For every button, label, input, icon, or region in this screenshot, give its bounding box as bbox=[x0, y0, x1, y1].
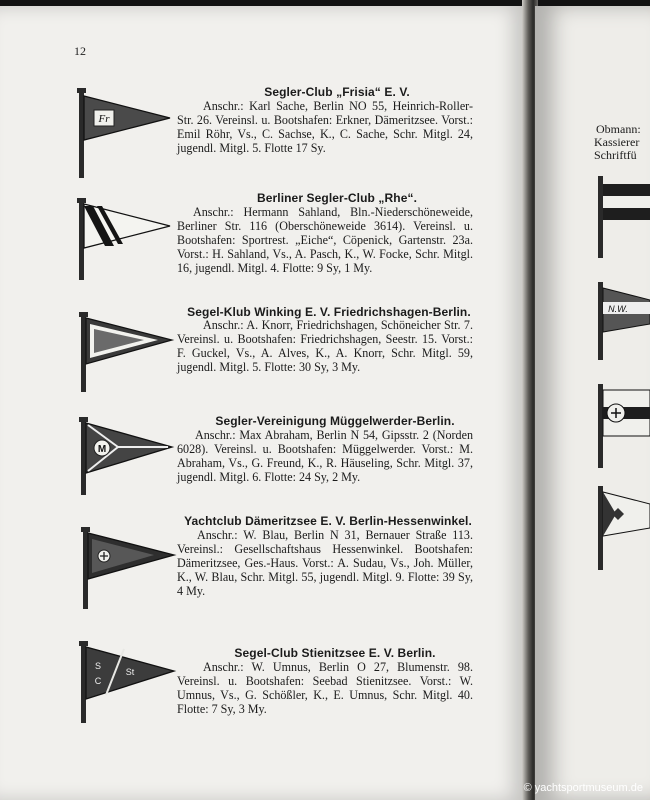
club-title: Segler-Club „Frisia“ E. V. bbox=[264, 85, 410, 99]
club-details: Anschr.: Karl Sache, Berlin NO 55, Heinrich-Roller-Str. 26. Vereinsl. u. Bootshafen: Erkner, Dämeritzsee. Vorst.: Emil Röhr, Vs., C. Sachse, K., C. Sache, Schr. Mitgl. 24, jugendl. Mitgl. 5. Flotte 17 Sy. bbox=[177, 98, 473, 155]
pennant-letter: St bbox=[125, 667, 135, 677]
right-page-pennant bbox=[596, 384, 650, 470]
right-page-pennant bbox=[596, 282, 650, 362]
club-pennant-rhe bbox=[76, 198, 174, 282]
club-title: Segler-Vereinigung Müggelwerder-Berlin. bbox=[215, 414, 455, 428]
right-page-pennant bbox=[596, 486, 650, 572]
right-page-pennant bbox=[596, 176, 650, 260]
club-pennant-stienitzsee bbox=[78, 641, 178, 725]
club-entry bbox=[177, 514, 473, 599]
club-title: Segel-Klub Winking E. V. Friedrichshagen-Berlin. bbox=[187, 305, 471, 319]
club-details: Anschr.: Hermann Sahland, Bln.-Niederschöneweide, Berliner Str. 116 (Oberschöneweide 3614). Vereinsl. u. Bootshafen: Sportrest. „Eiche“, Cöpenick, Gartenstr. 23a. Vorst.: H. Sahland, Vs., A. Pasch, K., W. Focke, Schr. Mitgl. 16, jugendl. Mitgl. 4. Flotte: 9 Sy, 1 My. bbox=[177, 204, 473, 275]
page-number: 12 bbox=[74, 44, 86, 58]
club-pennant-daemeritzsee bbox=[80, 527, 178, 611]
pennant-letter: S bbox=[94, 661, 102, 671]
club-details: Anschr.: A. Knorr, Friedrichshagen, Schöneicher Str. 7. Vereinsl. u. Bootshafen: Friedrichshagen, Seestr. 15. Vorst.: F. Guckel, Vs., A. Alves, K., A. Knorr, Schr. Mitgl. 59, jugendl. Mitgl. 5. Flotte: 30 Sy, 3 My. bbox=[177, 318, 473, 374]
right-page-line: Schriftfü bbox=[594, 148, 637, 162]
club-entry bbox=[177, 86, 473, 156]
watermark: © yachtsportmuseum.de bbox=[523, 782, 643, 794]
club-entry bbox=[177, 415, 473, 485]
pennant-letter: M bbox=[97, 444, 107, 455]
pennant-monogram: Fr bbox=[98, 113, 110, 125]
club-pennant-mueggelwerder bbox=[78, 417, 176, 497]
club-entry bbox=[177, 192, 473, 275]
club-title: Berliner Segler-Club „Rhe“. bbox=[256, 191, 418, 205]
club-pennant-winking bbox=[78, 312, 176, 394]
club-pennant-frisia bbox=[76, 88, 174, 180]
pennant-letters: N.W. bbox=[608, 304, 628, 314]
club-title: Segel-Club Stienitzsee E. V. Berlin. bbox=[234, 646, 436, 660]
pennant-letter: C bbox=[94, 676, 102, 686]
club-details: Anschr.: W. Blau, Berlin N 31, Bernauer Straße 113. Vereinsl.: Gesellschaftshaus Hessenwinkel. Bootshafen: Dämeritzsee, Ges.-Haus. Vorst.: A. Sudau, Vs., Joh. Müller, K., W. Blau, Schr. Mitgl. 55, jugendl. Mitgl. 9. Flotte: 39 Sy, 4 My. bbox=[177, 528, 473, 598]
club-entry bbox=[177, 305, 473, 375]
right-page-line: Kassierer bbox=[594, 135, 640, 149]
club-details: Anschr.: W. Umnus, Berlin O 27, Blumenstr. 98. Vereinsl. u. Bootshafen: Seebad Stienitzsee. Vorst.: W. Umnus, Vs., G. Schößler, K., E. Umnus, Schr. Mitgl. 40. Flotte: 7 Sy, 3 My. bbox=[177, 659, 473, 716]
club-details: Anschr.: Max Abraham, Berlin N 54, Gipsstr. 2 (Norden 6028). Vereinsl. u. Bootshafen: Müggelwerder. Vorst.: M. Abraham, Vs., G. Freund, K., R. Häuseling, Schr. Mitgl. 37, jugendl. Mitgl. 6. Flotte: 24 Sy, 2 My. bbox=[177, 427, 473, 484]
club-title: Yachtclub Dämeritzsee E. V. Berlin-Hessenwinkel. bbox=[184, 514, 472, 528]
club-entry bbox=[177, 647, 473, 717]
right-page-line: Obmann: bbox=[596, 122, 641, 136]
